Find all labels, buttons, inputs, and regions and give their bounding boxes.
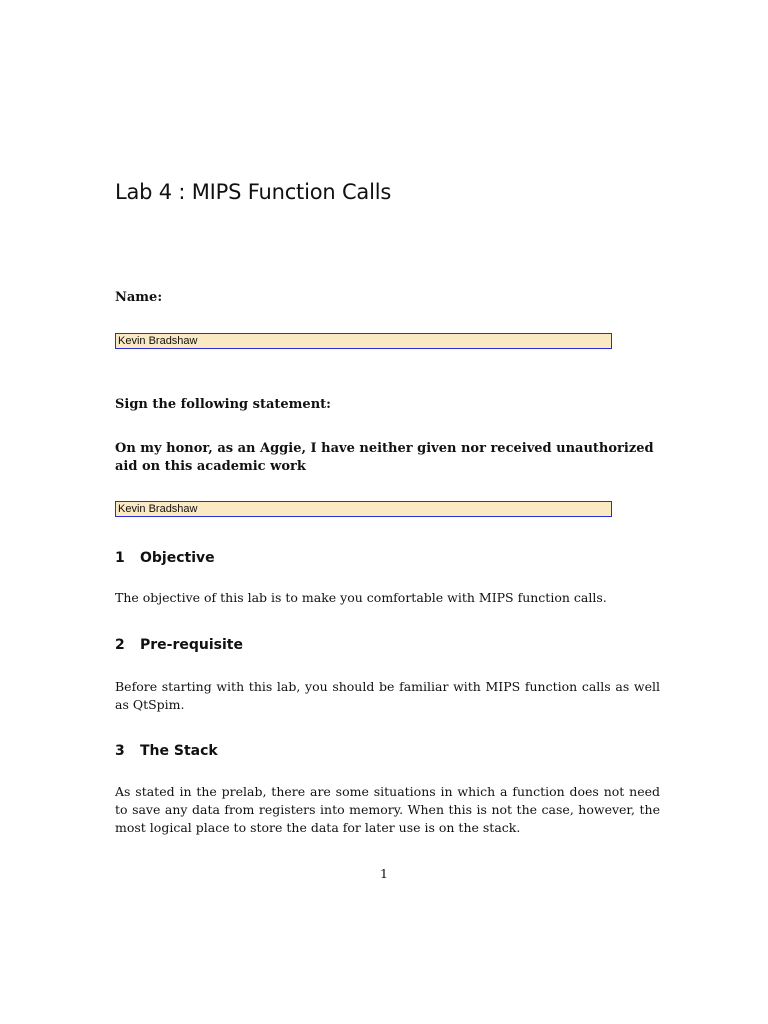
section-title: The Stack [140,743,218,759]
section-body-prerequisite: Before starting with this lab, you should be familiar with MIPS function calls as well as QtSpim. [115,679,660,712]
section-body-stack: As stated in the prelab, there are some situations in which a function does not need to save any data from registers into memory. When this is not the case, however, the most logical place to store the data for later use is on the stack. [115,784,660,835]
section-number: 2 [115,637,125,653]
section-heading-stack [115,743,218,759]
document-title: Lab 4 : MIPS Function Calls [115,180,392,204]
section-heading-objective [115,550,215,566]
honor-statement: On my honor, as an Aggie, I have neither given nor received unauthorized aid on this academic work [115,441,654,474]
page-number: 1 [380,866,388,881]
section-title: Objective [140,550,215,566]
section-body-objective: The objective of this lab is to make you comfortable with MIPS function calls. [115,590,607,605]
section-number: 3 [115,743,125,759]
section-number: 1 [115,550,125,566]
sign-label: Sign the following statement: [115,397,331,412]
name-field[interactable]: Kevin Bradshaw [115,333,612,349]
name-label: Name: [115,290,163,305]
section-heading-prerequisite [115,637,243,653]
signature-field[interactable]: Kevin Bradshaw [115,501,612,517]
section-title: Pre-requisite [140,637,243,653]
